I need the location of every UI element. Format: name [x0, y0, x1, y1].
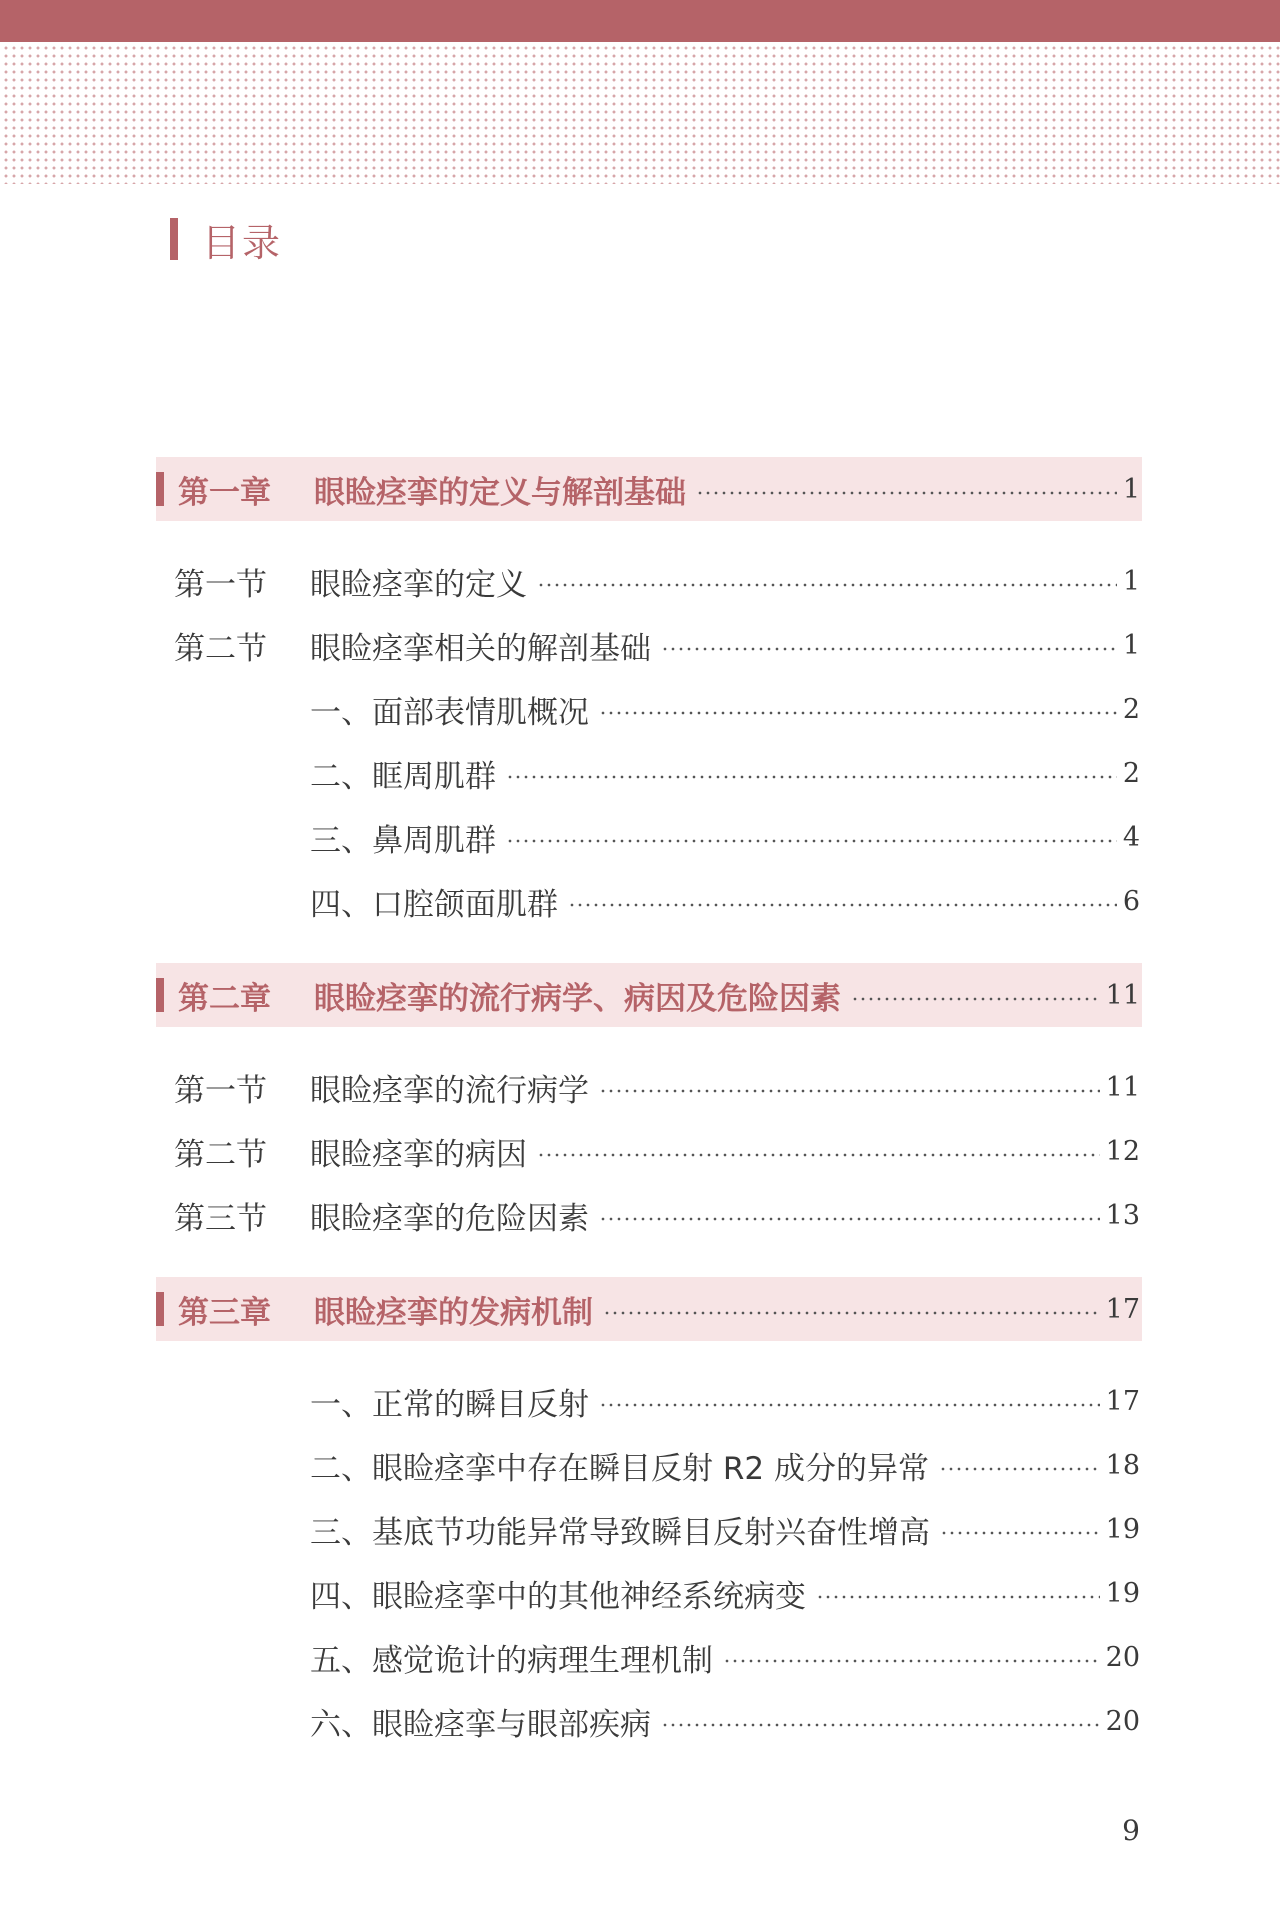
toc-item[interactable]	[156, 1561, 1142, 1625]
spacer	[156, 1247, 1142, 1277]
toc-item[interactable]	[156, 1625, 1142, 1689]
chapter-marker	[156, 978, 164, 1012]
toc-item[interactable]	[156, 741, 1142, 805]
chapter-number: 第二章	[178, 980, 271, 1017]
leader-dots	[939, 1467, 1100, 1471]
leader-dots	[599, 711, 1117, 715]
toc-section[interactable]	[156, 1119, 1142, 1183]
toc-chapter-1[interactable]	[156, 457, 1142, 521]
section-title: 眼睑痉挛的流行病学	[310, 1072, 589, 1109]
leader-dots	[599, 1217, 1100, 1221]
page-ref: 4	[1122, 821, 1140, 853]
item-title: 四、眼睑痉挛中的其他神经系统病变	[310, 1578, 806, 1615]
toc-item[interactable]	[156, 1369, 1142, 1433]
chapter-title: 眼睑痉挛的发病机制	[314, 1294, 593, 1331]
page-ref: 19	[1105, 1577, 1140, 1609]
leader-dots	[506, 775, 1117, 779]
header-dot-pattern	[0, 42, 1280, 184]
page-ref: 13	[1105, 1199, 1140, 1231]
section-number: 第一节	[174, 1072, 267, 1109]
item-title: 二、眶周肌群	[310, 758, 496, 795]
page-ref: 20	[1105, 1641, 1140, 1673]
item-title: 四、口腔颌面肌群	[310, 886, 558, 923]
section-number: 第二节	[174, 630, 267, 667]
page-ref: 11	[1105, 979, 1140, 1011]
leader-dots	[696, 491, 1117, 495]
item-title: 六、眼睑痉挛与眼部疾病	[310, 1706, 651, 1743]
leader-dots	[506, 839, 1117, 843]
page-ref: 12	[1105, 1135, 1140, 1167]
page-ref: 19	[1105, 1513, 1140, 1545]
toc-section[interactable]	[156, 1183, 1142, 1247]
leader-dots	[661, 647, 1117, 651]
toc-section[interactable]	[156, 613, 1142, 677]
toc-chapter-3[interactable]	[156, 1277, 1142, 1341]
toc-item[interactable]	[156, 1497, 1142, 1561]
page-ref: 1	[1122, 629, 1140, 661]
section-number: 第一节	[174, 566, 267, 603]
section-title: 眼睑痉挛的定义	[310, 566, 527, 603]
leader-dots	[537, 583, 1117, 587]
page-ref: 2	[1122, 757, 1140, 789]
chapter-number: 第一章	[178, 474, 271, 511]
section-number: 第二节	[174, 1136, 267, 1173]
item-title: 二、眼睑痉挛中存在瞬目反射 R2 成分的异常	[310, 1450, 929, 1487]
page-number: 9	[1122, 1814, 1140, 1847]
page-ref: 17	[1105, 1385, 1140, 1417]
table-of-contents	[156, 457, 1142, 1753]
section-title: 眼睑痉挛的危险因素	[310, 1200, 589, 1237]
toc-item[interactable]	[156, 805, 1142, 869]
item-title: 一、面部表情肌概况	[310, 694, 589, 731]
section-title: 眼睑痉挛的病因	[310, 1136, 527, 1173]
header-color-bar	[0, 0, 1280, 42]
page-ref: 20	[1105, 1705, 1140, 1737]
spacer	[156, 933, 1142, 963]
page-ref: 1	[1122, 565, 1140, 597]
chapter-title: 眼睑痉挛的流行病学、病因及危险因素	[314, 980, 841, 1017]
toc-item[interactable]	[156, 1433, 1142, 1497]
page-title: 目录	[202, 220, 283, 265]
leader-dots	[603, 1311, 1100, 1315]
toc-item[interactable]	[156, 869, 1142, 933]
chapter-title: 眼睑痉挛的定义与解剖基础	[314, 474, 686, 511]
page-ref: 11	[1105, 1071, 1140, 1103]
page-ref: 1	[1122, 473, 1140, 505]
page-ref: 2	[1122, 693, 1140, 725]
section-title: 眼睑痉挛相关的解剖基础	[310, 630, 651, 667]
leader-dots	[537, 1153, 1100, 1157]
item-title: 五、感觉诡计的病理生理机制	[310, 1642, 713, 1679]
toc-section[interactable]	[156, 549, 1142, 613]
leader-dots	[599, 1403, 1100, 1407]
toc-item[interactable]	[156, 677, 1142, 741]
leader-dots	[816, 1595, 1100, 1599]
chapter-marker	[156, 1292, 164, 1326]
leader-dots	[568, 903, 1117, 907]
item-title: 三、鼻周肌群	[310, 822, 496, 859]
item-title: 一、正常的瞬目反射	[310, 1386, 589, 1423]
leader-dots	[723, 1659, 1100, 1663]
leader-dots	[851, 997, 1100, 1001]
leader-dots	[661, 1723, 1100, 1727]
toc-item[interactable]	[156, 1689, 1142, 1753]
page-ref: 17	[1105, 1293, 1140, 1325]
section-number: 第三节	[174, 1200, 267, 1237]
leader-dots	[940, 1531, 1100, 1535]
leader-dots	[599, 1089, 1100, 1093]
page-ref: 18	[1105, 1449, 1140, 1481]
chapter-number: 第三章	[178, 1294, 271, 1331]
item-title: 三、基底节功能异常导致瞬目反射兴奋性增高	[310, 1514, 930, 1551]
page-ref: 6	[1122, 885, 1140, 917]
chapter-marker	[156, 472, 164, 506]
heading-marker	[170, 218, 178, 260]
toc-chapter-2[interactable]	[156, 963, 1142, 1027]
toc-section[interactable]	[156, 1055, 1142, 1119]
toc-heading	[170, 214, 282, 264]
